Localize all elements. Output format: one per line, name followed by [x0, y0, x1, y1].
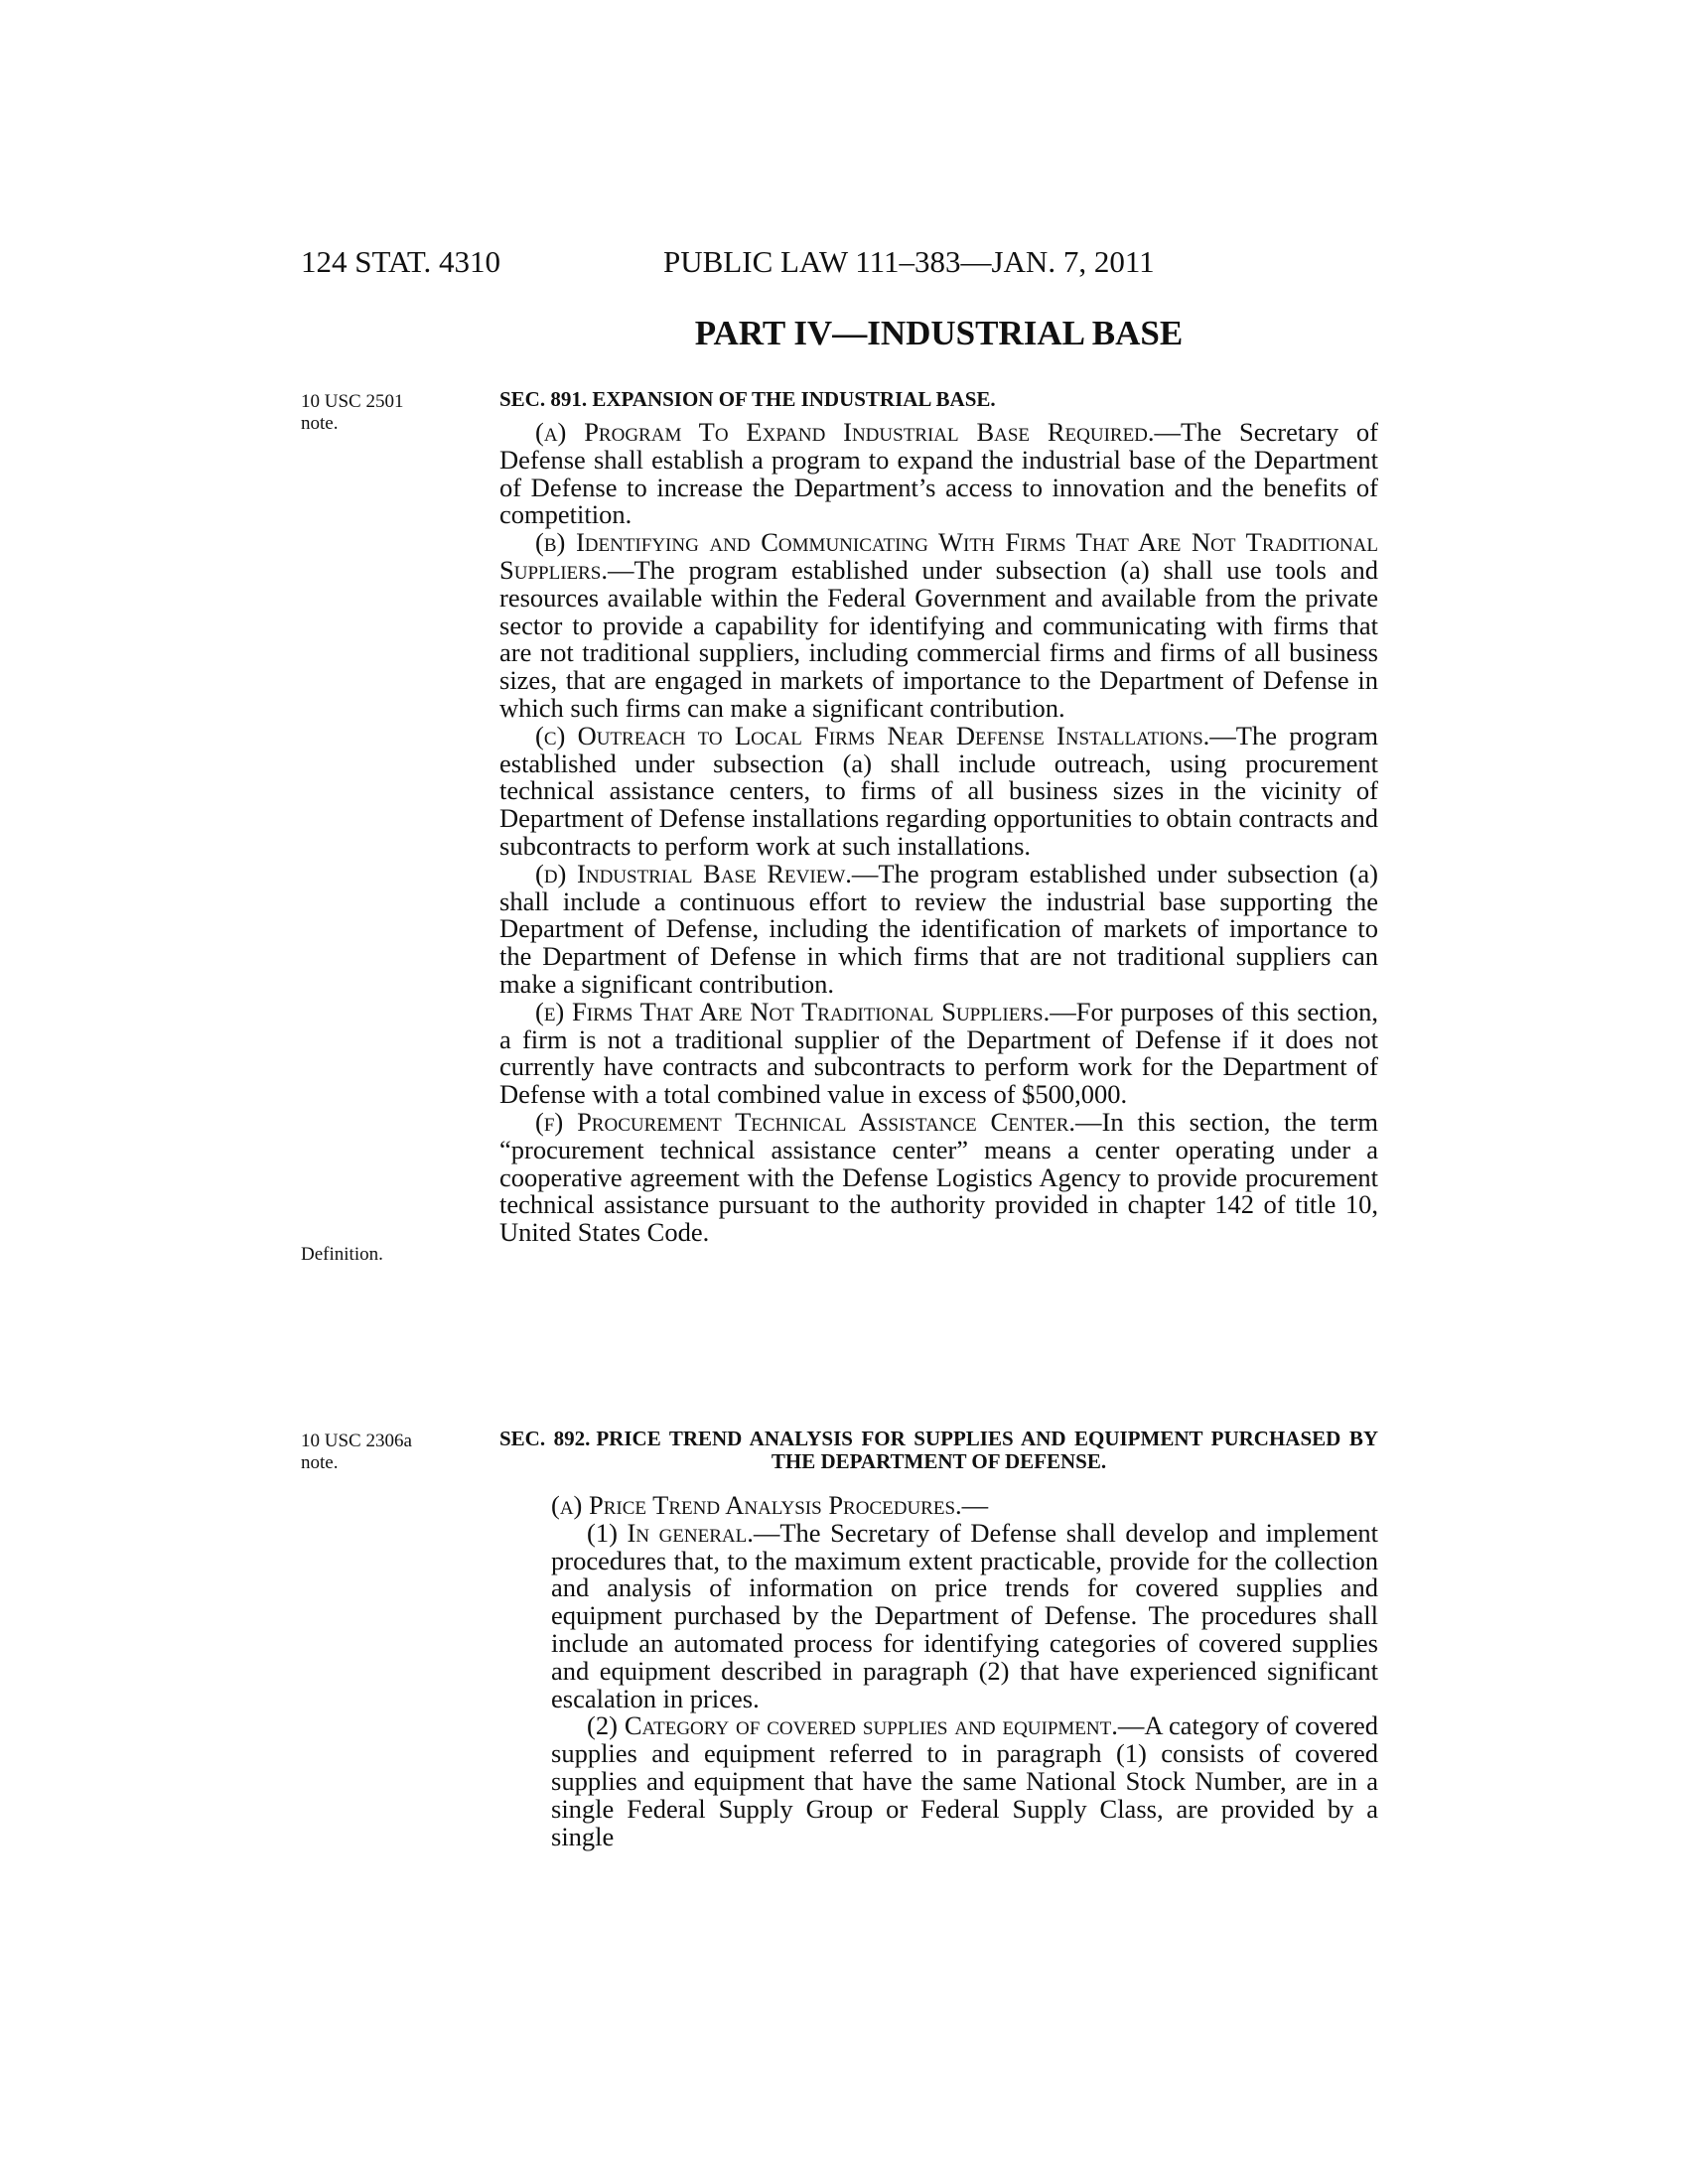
subsection-f-text: In this section, the term “procurement technical assistance center” means a center operating under a cooperative agreement with the Defense Logistics Agency to provide procurement technical assistance pursuant to the authority provided in chapter 142 of title 10, United States Code.: [499, 1106, 1378, 1248]
sec892-title: PRICE TREND ANALYSIS FOR SUPPLIES AND EQUIPMENT PURCHASED BY THE DEPARTMENT OF DEFENSE.: [596, 1427, 1378, 1473]
stat-page-number: 124 STAT. 4310: [301, 244, 501, 279]
sec892-heading: [499, 1428, 1378, 1473]
subsection-d-heading: (d) Industrial Base Review.—: [535, 858, 879, 888]
subsection-d: [499, 858, 1378, 999]
sec891-heading: SEC. 891. EXPANSION OF THE INDUSTRIAL BASE.: [499, 387, 996, 411]
subsection-c-heading: (c) Outreach to Local Firms Near Defense Installations.—: [535, 720, 1236, 751]
subsection-c-text: The program established under subsection (a) shall include outreach, using procurement technical assistance centers, to firms of all business sizes in the vicinity of Department of Defense installations regarding opportunities to obtain contracts and subcontracts to perform work at such installations.: [499, 720, 1378, 861]
subsection-e: [499, 996, 1378, 1110]
sec892-number: SEC. 892.: [499, 1427, 591, 1450]
public-law-citation: PUBLIC LAW 111–383—JAN. 7, 2011: [663, 244, 1155, 279]
paragraph-1-text: The Secretary of Defense shall develop and implement procedures that, to the maximum extent practicable, provide for the collection and analysis of information on price trends for covered supplies and equipment purchased by the Department of Defense. The procedures shall include an automated process for identifying categories of covered supplies and equipment described in paragraph (2) that have experienced significant escalation in prices.: [551, 1517, 1378, 1713]
subsection-d-text: The program established under subsection (a) shall include a continuous effort to review the industrial base supporting the Department of Defense, including the identification of markets of importance to the Department of Defense in which firms that are not traditional suppliers can make a significant contribution.: [499, 858, 1378, 999]
margin-note-sec892: 10 USC 2306a note.: [301, 1431, 412, 1473]
margin-note-sec891: 10 USC 2501 note.: [301, 391, 404, 434]
subsection-a: [499, 419, 1378, 529]
paragraph-2: [551, 1712, 1378, 1850]
paragraph-1-heading: (1) In general.—: [587, 1517, 780, 1548]
paragraph-2-heading: (2) Category of covered supplies and equipment.—: [587, 1710, 1145, 1741]
subsection-f: [499, 1106, 1378, 1248]
sec892-paragraphs: [551, 1517, 1378, 1851]
subsection-c: [499, 720, 1378, 861]
part-title: PART IV—INDUSTRIAL BASE: [694, 314, 1184, 352]
sec891-body: [499, 419, 1378, 1247]
sec892-subsection-a: [499, 1492, 1378, 1520]
sec892-body: [499, 1492, 1378, 1850]
margin-note-definition: Definition.: [301, 1244, 383, 1265]
subsection-b: [499, 529, 1378, 723]
subsection-e-text: For purposes of this section, a firm is not a traditional supplier of the Department of Defense if it does not currently have contracts and subcontracts to perform work for the Department of Defense with a total combined value in excess of $500,000.: [499, 996, 1378, 1110]
sec892-subsection-a-heading: (a) Price Trend Analysis Procedures.—: [551, 1490, 989, 1520]
subsection-b-text: The program established under subsection (a) shall use tools and resources available within the Federal Government and available from the private sector to provide a capability for identifying and communicating with firms that are not traditional suppliers, including commercial firms and firms of all business sizes, that are engaged in markets of importance to the Department of Defense in which such firms can make a significant contribution.: [499, 554, 1378, 723]
subsection-a-heading: (a) Program To Expand Industrial Base Required.—: [535, 417, 1182, 447]
subsection-f-heading: (f) Procurement Technical Assistance Center.—: [535, 1106, 1102, 1137]
paragraph-1: [551, 1517, 1378, 1713]
paragraph-2-text: A category of covered supplies and equipment referred to in paragraph (1) consists of covered supplies and equipment that have the same National Stock Number, are in a single Federal Supply Group or Federal Supply Class, are provided by a single: [551, 1710, 1378, 1851]
subsection-b-heading: (b) Identifying and Communicating With Firms That Are Not Traditional Suppliers.—: [499, 527, 1378, 585]
subsection-a-text: The Secretary of Defense shall establish a program to expand the industrial base of the Department of Defense to increase the Department’s access to innovation and the benefits of competition.: [499, 417, 1378, 530]
subsection-e-heading: (e) Firms That Are Not Traditional Suppliers.—: [535, 996, 1076, 1026]
page-header: [0, 244, 1688, 284]
